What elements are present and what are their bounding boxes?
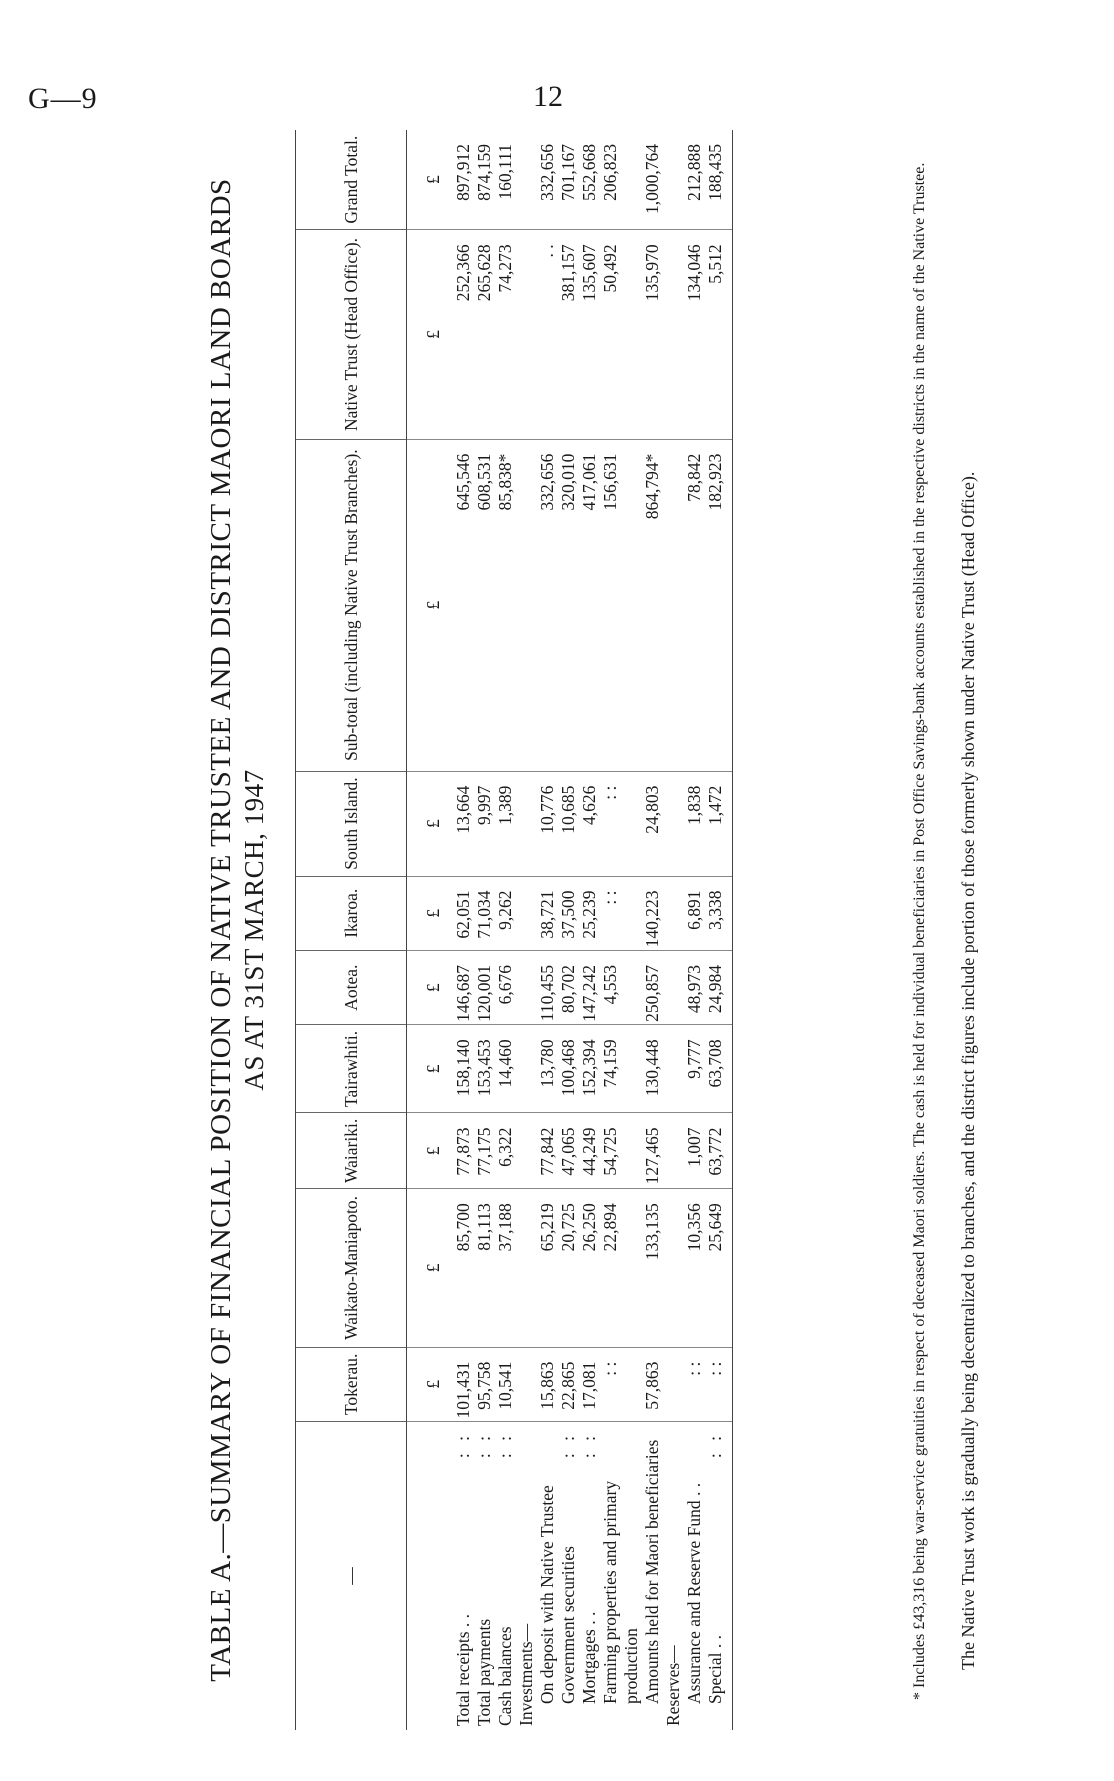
value-cell: 6,676 <box>495 950 516 1024</box>
table-row <box>600 130 642 1730</box>
value-cell: 152,394 <box>579 1025 600 1113</box>
header-tokerau: Tokerau. <box>296 1347 407 1421</box>
note-paragraph: The Native Trust work is gradually being decentralized to branches, and the district figures include portion of those formerly shown under Native Trust (Head Office). <box>958 471 978 1670</box>
value-cell: 20,725 <box>558 1189 579 1347</box>
row-label-cell <box>684 1422 705 1731</box>
value-cell: 156,631 <box>600 439 642 771</box>
value-cell: 127,465 <box>642 1113 663 1189</box>
leader-dots: : : <box>705 1432 725 1459</box>
value-cell: 81,113 <box>474 1189 495 1347</box>
value-cell: 320,010 <box>558 439 579 771</box>
row-label-cell <box>663 1422 684 1731</box>
row-label: Amounts held for Maori beneficiaries <box>642 1439 662 1704</box>
value-cell: 645,546 <box>453 439 474 771</box>
value-cell: : : <box>684 1347 705 1421</box>
row-label-cell <box>705 1422 733 1731</box>
footnote: * Includes £43,316 being war-service gratuities in respect of deceased Maori soldiers. The cash is held for individual beneficiaries in Post Office Savings-bank accounts established in the respective districts in the name of the Native Trustee. <box>911 162 928 1700</box>
table-row <box>663 130 684 1730</box>
value-cell: : : <box>705 1347 733 1421</box>
row-label: Farming properties and primary production <box>600 1480 641 1704</box>
value-cell: 135,970 <box>642 230 663 439</box>
row-label-cell <box>453 1422 474 1731</box>
value-cell: 897,912 <box>453 130 474 230</box>
value-cell: 4,626 <box>579 771 600 876</box>
value-cell: 417,061 <box>579 439 600 771</box>
value-cell: 332,656 <box>537 130 558 230</box>
table-row <box>558 130 579 1730</box>
header-waikato-maniapoto: Waikato-Maniapoto. <box>296 1189 407 1347</box>
value-cell: 252,366 <box>453 230 474 439</box>
value-cell: 135,607 <box>579 230 600 439</box>
value-cell <box>516 1189 537 1347</box>
value-cell: 10,356 <box>684 1189 705 1347</box>
table-body <box>453 130 733 1730</box>
value-cell <box>663 1113 684 1189</box>
value-cell: 552,668 <box>579 130 600 230</box>
table-row <box>474 130 495 1730</box>
value-cell: 77,842 <box>537 1113 558 1189</box>
value-cell: 71,034 <box>474 876 495 950</box>
table-row <box>705 130 733 1730</box>
value-cell: 1,389 <box>495 771 516 876</box>
value-cell: 6,322 <box>495 1113 516 1189</box>
value-cell: 85,838* <box>495 439 516 771</box>
header-native-trust-head-office: Native Trust (Head Office). <box>296 230 407 439</box>
value-cell: 9,997 <box>474 771 495 876</box>
leader-dots: : : <box>558 1432 578 1459</box>
value-cell: : : <box>600 876 642 950</box>
value-cell: 250,857 <box>642 950 663 1024</box>
unit-symbol: £ <box>407 771 454 876</box>
value-cell <box>516 439 537 771</box>
value-cell <box>663 1189 684 1347</box>
unit-symbol: £ <box>407 1347 454 1421</box>
value-cell: 130,448 <box>642 1025 663 1113</box>
value-cell: 77,873 <box>453 1113 474 1189</box>
value-cell: 182,923 <box>705 439 733 771</box>
header-ikaroa: Ikaroa. <box>296 876 407 950</box>
value-cell <box>516 1113 537 1189</box>
leader-dots: : : <box>495 1432 515 1459</box>
rotated-page-content <box>205 110 1105 1730</box>
value-cell: 77,175 <box>474 1113 495 1189</box>
value-cell: 54,725 <box>600 1113 642 1189</box>
header-grand-total: Grand Total. <box>296 130 407 230</box>
row-label-cell <box>474 1422 495 1731</box>
value-cell: 74,273 <box>495 230 516 439</box>
value-cell: 332,656 <box>537 439 558 771</box>
value-cell: 1,838 <box>684 771 705 876</box>
value-cell <box>516 1025 537 1113</box>
value-cell <box>663 130 684 230</box>
value-cell <box>663 1347 684 1421</box>
value-cell: 381,157 <box>558 230 579 439</box>
value-cell: 13,664 <box>453 771 474 876</box>
value-cell: 48,973 <box>684 950 705 1024</box>
value-cell: 133,135 <box>642 1189 663 1347</box>
value-cell <box>516 771 537 876</box>
row-label-cell <box>558 1422 579 1731</box>
unit-row <box>407 130 454 1730</box>
value-cell: 37,500 <box>558 876 579 950</box>
value-cell: 160,111 <box>495 130 516 230</box>
table-subtitle: AS AT 31ST MARCH, 1947 <box>239 769 269 1091</box>
value-cell: 85,700 <box>453 1189 474 1347</box>
value-cell: 147,242 <box>579 950 600 1024</box>
table-row <box>453 130 474 1730</box>
value-cell <box>516 950 537 1024</box>
unit-symbol: £ <box>407 439 454 771</box>
value-cell: 14,460 <box>495 1025 516 1113</box>
value-cell: 1,007 <box>684 1113 705 1189</box>
header-blank: — <box>296 1422 407 1731</box>
value-cell: 57,863 <box>642 1347 663 1421</box>
value-cell: 153,453 <box>474 1025 495 1113</box>
row-label: On deposit with Native Trustee <box>537 1485 557 1704</box>
value-cell: 146,687 <box>453 950 474 1024</box>
value-cell: 864,794* <box>642 439 663 771</box>
value-cell: 65,219 <box>537 1189 558 1347</box>
row-label-cell <box>642 1422 663 1731</box>
header-row <box>296 130 407 1730</box>
value-cell: 25,239 <box>579 876 600 950</box>
header-waiariki: Waiariki. <box>296 1113 407 1189</box>
value-cell <box>663 950 684 1024</box>
value-cell: 212,888 <box>684 130 705 230</box>
row-label: Mortgages . . <box>579 1611 599 1704</box>
table-title: TABLE A.—SUMMARY OF FINANCIAL POSITION OF NATIVE TRUSTEE AND DISTRICT MAORI LAND BOARDS <box>205 178 237 1682</box>
header-aotea: Aotea. <box>296 950 407 1024</box>
row-label: Assurance and Reserve Fund . . <box>684 1482 704 1704</box>
value-cell: 206,823 <box>600 130 642 230</box>
value-cell: 10,776 <box>537 771 558 876</box>
value-cell: 50,492 <box>600 230 642 439</box>
value-cell: 134,046 <box>684 230 705 439</box>
value-cell: 158,140 <box>453 1025 474 1113</box>
value-cell: 5,512 <box>705 230 733 439</box>
table-row <box>495 130 516 1730</box>
value-cell: 22,865 <box>558 1347 579 1421</box>
value-cell: 80,702 <box>558 950 579 1024</box>
value-cell: 10,685 <box>558 771 579 876</box>
value-cell <box>516 230 537 439</box>
leader-dots: : : <box>579 1432 599 1459</box>
value-cell: 74,159 <box>600 1025 642 1113</box>
header-south-island: South Island. <box>296 771 407 876</box>
row-label-cell <box>537 1422 558 1731</box>
value-cell: 44,249 <box>579 1113 600 1189</box>
value-cell: : : <box>600 1347 642 1421</box>
value-cell: 95,758 <box>474 1347 495 1421</box>
row-label: Investments— <box>516 1623 536 1726</box>
value-cell: 265,628 <box>474 230 495 439</box>
row-label: Government securities <box>558 1546 578 1704</box>
page-number: 12 <box>533 80 563 113</box>
value-cell: 110,455 <box>537 950 558 1024</box>
row-label: Reserves— <box>663 1645 683 1726</box>
value-cell: 78,842 <box>684 439 705 771</box>
value-cell <box>516 1347 537 1421</box>
value-cell: 37,188 <box>495 1189 516 1347</box>
table-row <box>642 130 663 1730</box>
header-tairawhiti: Tairawhiti. <box>296 1025 407 1113</box>
value-cell <box>516 130 537 230</box>
value-cell: 38,721 <box>537 876 558 950</box>
value-cell <box>663 771 684 876</box>
unit-symbol: £ <box>407 1113 454 1189</box>
row-label-cell <box>579 1422 600 1731</box>
value-cell: 608,531 <box>474 439 495 771</box>
value-cell: 24,984 <box>705 950 733 1024</box>
value-cell: 701,167 <box>558 130 579 230</box>
value-cell: 63,772 <box>705 1113 733 1189</box>
value-cell: 9,777 <box>684 1025 705 1113</box>
value-cell: 25,649 <box>705 1189 733 1347</box>
table-row <box>516 130 537 1730</box>
value-cell: 3,338 <box>705 876 733 950</box>
value-cell: 62,051 <box>453 876 474 950</box>
unit-symbol: £ <box>407 130 454 230</box>
header-subtotal: Sub-total (including Native Trust Branches). <box>296 439 407 771</box>
value-cell <box>663 439 684 771</box>
value-cell <box>663 876 684 950</box>
value-cell: 17,081 <box>579 1347 600 1421</box>
value-cell: 6,891 <box>684 876 705 950</box>
row-label: Total payments <box>474 1618 494 1726</box>
value-cell: 100,468 <box>558 1025 579 1113</box>
value-cell: 9,262 <box>495 876 516 950</box>
row-label-cell <box>516 1422 537 1731</box>
value-cell: 120,001 <box>474 950 495 1024</box>
value-cell: . . <box>537 230 558 439</box>
table-row <box>579 130 600 1730</box>
value-cell: 15,863 <box>537 1347 558 1421</box>
value-cell: 1,000,764 <box>642 130 663 230</box>
value-cell: 22,894 <box>600 1189 642 1347</box>
value-cell: 140,223 <box>642 876 663 950</box>
value-cell: 13,780 <box>537 1025 558 1113</box>
row-label-cell <box>495 1422 516 1731</box>
value-cell: 874,159 <box>474 130 495 230</box>
row-label-cell <box>600 1422 642 1731</box>
value-cell: 188,435 <box>705 130 733 230</box>
value-cell: : : <box>600 771 642 876</box>
value-cell: 1,472 <box>705 771 733 876</box>
value-cell: 101,431 <box>453 1347 474 1421</box>
unit-symbol: £ <box>407 1189 454 1347</box>
row-label: Total receipts . . <box>453 1614 473 1726</box>
value-cell <box>516 876 537 950</box>
table-row <box>684 130 705 1730</box>
unit-symbol: £ <box>407 876 454 950</box>
unit-symbol: £ <box>407 950 454 1024</box>
page-series: G—9 <box>28 82 98 115</box>
value-cell: 26,250 <box>579 1189 600 1347</box>
row-label: Special . . <box>705 1634 725 1704</box>
unit-symbol: £ <box>407 230 454 439</box>
unit-symbol: £ <box>407 1025 454 1113</box>
value-cell: 10,541 <box>495 1347 516 1421</box>
financial-summary-table <box>295 130 733 1730</box>
value-cell <box>663 1025 684 1113</box>
value-cell: 24,803 <box>642 771 663 876</box>
value-cell: 63,708 <box>705 1025 733 1113</box>
value-cell: 4,553 <box>600 950 642 1024</box>
value-cell: 47,065 <box>558 1113 579 1189</box>
value-cell <box>663 230 684 439</box>
leader-dots: : : <box>453 1432 473 1459</box>
row-label: Cash balances <box>495 1626 515 1726</box>
table-row <box>537 130 558 1730</box>
leader-dots: : : <box>474 1432 494 1459</box>
